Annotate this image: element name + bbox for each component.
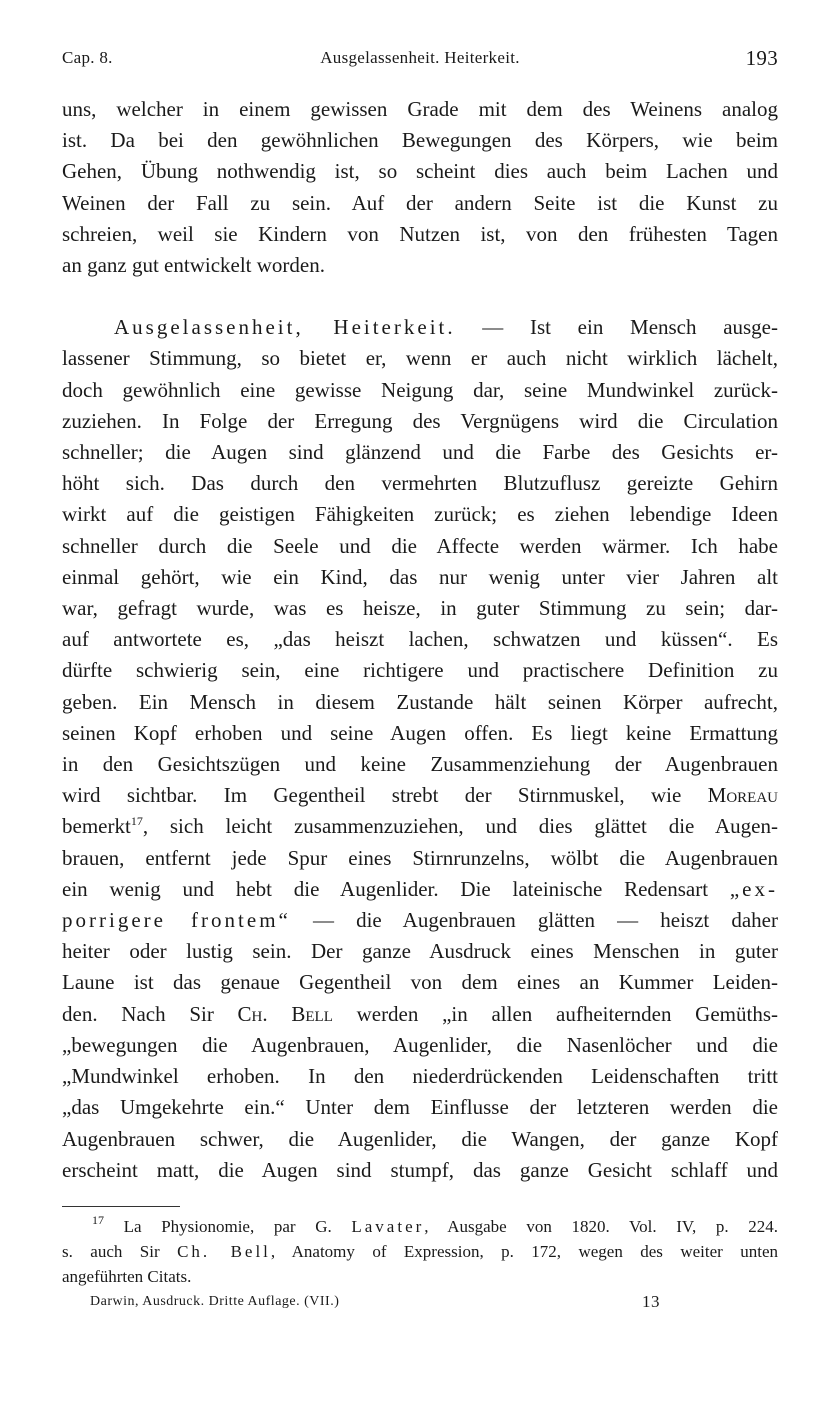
text-line: in den Gesichtszügen und keine Zusammenziehung der Augenbrauen [62,752,778,777]
latin-phrase: porrigere frontem“ [62,908,291,933]
author-name-lavater: Lavater [351,1217,425,1236]
printer-signature [90,1294,690,1318]
text-line: ist. Da bei den gewöhnlichen Bewegungen des Körpers, wie beim [62,128,778,153]
text-line: Ausgelassenheit, Heiterkeit. — Ist ein Mensch ausge- [114,315,778,340]
section-heading: Ausgelassenheit, Heiterkeit. [114,315,456,340]
body-text [62,94,778,1186]
text-line: brauen, entfernt jede Spur eines Stirnrunzelns, wölbt die Augenbrauen [62,845,778,870]
text-line: „das Umgekehrte ein.“ Unter dem Einflusse der letzteren werden die [62,1095,778,1120]
latin-phrase: „ex- [729,876,778,901]
text-line: uns, welcher in einem gewissen Grade mit dem des Weinens analog [62,97,778,121]
text-line: wird sichtbar. Im Gegentheil strebt der Stirnmuskel, wie Moreau [62,783,778,808]
author-name-moreau: Moreau [707,783,778,808]
text-line: einmal gehört, wie ein Kind, das nur wenig unter vier Jahren alt [62,564,778,589]
text-line: dürfte schwierig sein, eine richtigere und practischere Definition zu [62,658,778,683]
text-line: seinen Kopf erhoben und seine Augen offen. Es liegt keine Ermattung [62,720,778,745]
text-line: wirkt auf die geistigen Fähigkeiten zurück; es ziehen lebendige Ideen [62,502,778,527]
text-line: den. Nach Sir Ch. Bell werden „in allen aufheiternden Gemüths- [62,1001,778,1026]
text-line: Augenbrauen schwer, die Augenlider, die Wangen, der ganze Kopf [62,1126,778,1151]
text-line: war, gefragt wurde, was es heisze, in guter Stimmung zu sein; dar- [62,596,778,621]
author-name-bell: Ch. Bell [237,1001,333,1026]
author-name-bell: Ch. Bell [177,1242,271,1261]
footnote-number: 17 [92,1213,104,1227]
paragraph-gap [62,281,778,312]
page-number: 193 [745,46,778,70]
footnote-line: $^{17}$ La Physionomie, par G. Lavater, Ausgabe von 1820. Vol. IV, p. 224. [92,1213,779,1236]
footnote-line: s. auch Sir Ch. Bell, Anatomy of Expression, p. 172, wegen des weiter unten [62,1242,779,1261]
text-line: zuziehen. In Folge der Erregung des Vergnügens wird die Circulation [62,408,778,433]
text-line: „Mundwinkel erhoben. In den niederdrückenden Leidenschaften tritt [62,1064,778,1089]
sheet-number: 13 [642,1292,660,1311]
signature-text: Darwin, Ausdruck. Dritte Auflage. (VII.) [90,1294,340,1309]
running-title: Ausgelassenheit. Heiterkeit. [320,48,520,67]
text-line: höht sich. Das durch den vermehrten Blutzuflusz gereizte Gehirn [62,471,778,496]
text-line: Weinen der Fall zu sein. Auf der andern Seite ist die Kunst zu [62,190,778,215]
text-line: schneller durch die Seele und die Affecte werden wärmer. Ich habe [62,533,778,558]
text-line: bemerkt$^{17}$, sich leicht zusammenzuziehen, und dies glättet die Augen- [62,814,778,839]
footnote-line: angeführten Citats. [62,1267,192,1286]
text-line: auf antwortete es, „das heiszt lachen, schwatzen und küssen“. Es [62,627,778,652]
running-header [62,48,778,78]
footnote-divider [62,1206,180,1207]
text-line: „bewegungen die Augenbrauen, Augenlider, die Nasenlöcher und die [62,1032,778,1057]
text-line: Laune ist das genaue Gegentheil von dem eines an Kummer Leiden- [62,970,778,995]
text-line: heiter oder lustig sein. Der ganze Ausdruck eines Menschen in guter [62,939,778,964]
chapter-label: Cap. 8. [62,48,113,67]
text-line: schneller; die Augen sind glänzend und die Farbe des Gesichts er- [62,440,778,465]
text-line: ein wenig und hebt die Augenlider. Die lateinische Redensart „ex- [62,876,778,901]
text-line: porrigere frontem“ — die Augenbrauen glätten — heiszt daher [62,908,778,933]
text-line: doch gewöhnlich eine gewisse Neigung dar, seine Mundwinkel zurück- [62,377,778,402]
text-line: lassener Stimmung, so bietet er, wenn er auch nicht wirklich lächelt, [62,346,778,371]
text-line: schreien, weil sie Kindern von Nutzen ist, von den frühesten Tagen [62,221,778,246]
text-line: erscheint matt, die Augen sind stumpf, das ganze Gesicht schlaff und [62,1157,778,1182]
text-line: Gehen, Übung nothwendig ist, so scheint dies auch beim Lachen und [62,159,778,184]
text-line: an ganz gut entwickelt worden. [62,253,325,278]
footnote [62,1214,778,1289]
footnote-reference: 17 [130,814,143,829]
text-line: geben. Ein Mensch in diesem Zustande hält seinen Körper aufrecht, [62,689,778,714]
